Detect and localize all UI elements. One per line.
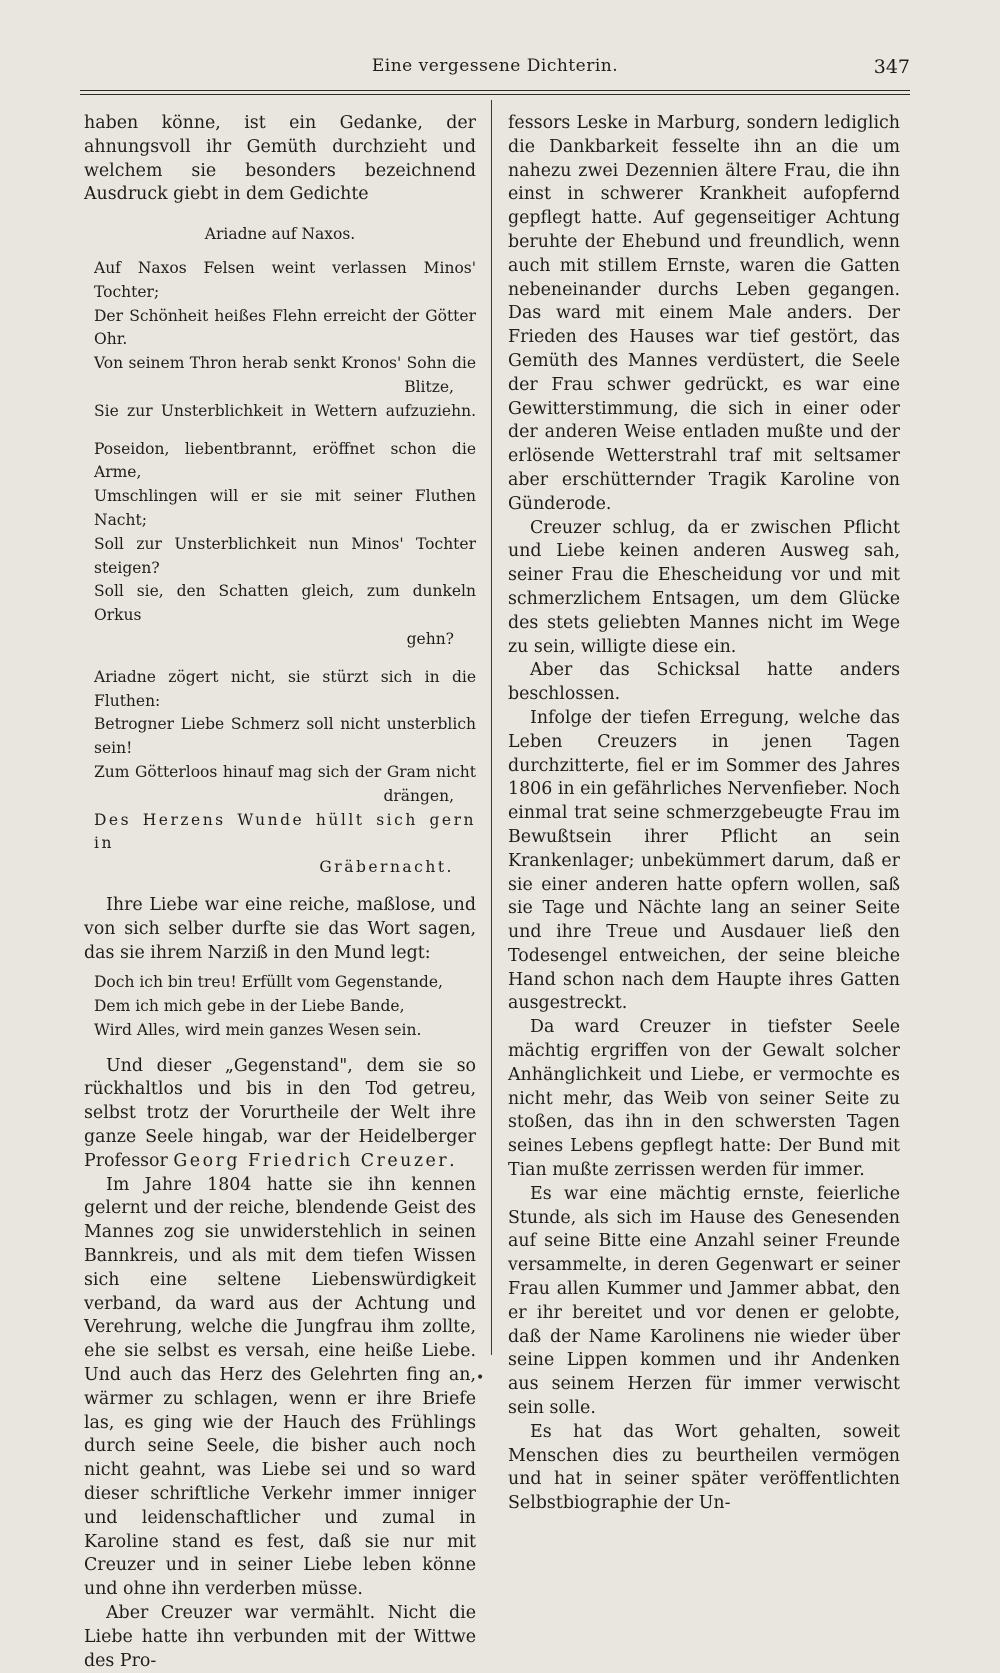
poem-line: drängen, (383, 786, 454, 805)
quote-line: Dem ich mich gebe in der Liebe Bande, (94, 997, 405, 1016)
page-number: 347 (873, 56, 910, 78)
poem-line: Poseidon, liebentbrannt, eröffnet schon die Arme, (94, 439, 476, 482)
poem-line: Sie zur Unsterblichkeit in Wettern aufzuziehn. (94, 401, 476, 420)
poem-line: Umschlingen will er sie mit seiner Fluthen Nacht; (94, 487, 476, 529)
poem-line: Soll zur Unsterblichkeit nun Minos' Tochter steigen? (94, 534, 476, 577)
paragraph: Es war eine mächtig ernste, feierliche Stunde, als sich im Hause des Genesenden auf seine Bitte eine Anzahl seiner Freunde versammelte, in deren Gegenwart er seiner Frau allen Kummer und Jammer abbat, den er ihr bereitet und vor denen er gelobte, daß der Name Karolinens nie wieder über seine Lippen kommen und ihr Andenken aus seinem Herzen für immer verwischt sein solle. (508, 1183, 900, 1419)
running-title: Eine vergessene Dichterin. (371, 56, 619, 76)
poem-stanza-3 (94, 666, 476, 880)
poem-line: Auf Naxos Felsen weint verlassen Minos' Tochter; (94, 258, 476, 301)
paragraph-text: . (449, 1150, 455, 1171)
paragraph: Creuzer schlug, da er zwischen Pflicht und Liebe keinen anderen Ausweg sah, seiner Frau die Ehescheidung vor und mit schmerzlichem Entsagen, um dem Glücke des stets geliebten Mannes nicht im Wege zu sein, willigte diese ein. (508, 517, 900, 657)
quote-line: Wird Alles, wird mein ganzes Wesen sein. (94, 1020, 422, 1039)
left-column (84, 112, 476, 1673)
paragraph: Ihre Liebe war eine reiche, maßlose, und von sich selber durfte sie das Wort sagen, das sie ihrem Narziß in den Mund legt: (84, 894, 476, 963)
poem-line: gehn? (406, 629, 454, 648)
right-column (508, 112, 900, 1516)
paragraph: Im Jahre 1804 hatte sie ihn kennen gelernt und der reiche, blendende Geist des Mannes zog sie unwiderstehlich in seinen Bannkreis, und als mit dem tiefen Wissen sich eine seltene Liebenswürdigkeit verband, da ward aus der Achtung und Verehrung, welche die Jungfrau ihm zollte, ehe sie selbst es versah, eine heiße Liebe. Und auch das Herz des Gelehrten fing an, wärmer zu schlagen, wenn er ihre Briefe las, es ging wie der Hauch des Frühlings durch seine Seele, die bisher auch noch nicht geahnt, was Liebe sei und so ward dieser schriftliche Verkehr immer inniger und leidenschaftlicher und zumal in Karoline stand es fest, daß sie nur mit Creuzer und in seiner Liebe leben könne und ohne ihn verderben müsse. (84, 1174, 476, 1600)
ink-mark: • (476, 1370, 485, 1386)
verse-quote (94, 971, 476, 1042)
header-rule (80, 90, 910, 95)
poem-line: Zum Götterloos hinauf mag sich der Gram nicht (94, 762, 476, 781)
column-divider (491, 100, 492, 1355)
poem-line: Soll sie, den Schatten gleich, zum dunkeln Orkus (94, 582, 476, 625)
paragraph-text: Und dieser „Gegenstand", dem sie so rückhaltlos und bis in den Tod getreu, selbst trotz der Vorurtheile der Welt ihre ganze Seele hingab, war der Heidelberger Professor (84, 1055, 476, 1171)
poem-title: Ariadne auf Naxos. (204, 225, 356, 244)
paragraph: Es hat das Wort gehalten, soweit Menschen dies zu beurtheilen vermögen und hat in seiner später veröffentlichten Selbstbiographie der Un- (508, 1421, 900, 1514)
poem-line: Des Herzens Wunde hüllt sich gern in (94, 810, 476, 853)
person-name: Georg Friedrich Creuzer (173, 1150, 450, 1171)
paragraph: Da ward Creuzer in tiefster Seele mächtig ergriffen von der Gewalt solcher Anhänglichkeit und Liebe, er vermochte es nicht mehr, das Weib von seiner Seite zu stoßen, das ihn in den schwersten Tagen seines Lebens gepflegt hatte: Der Bund mit Tian mußte zerrissen werden für immer. (508, 1017, 900, 1181)
paragraph: fessors Leske in Marburg, sondern lediglich die Dankbarkeit fesselte ihn an die um nahezu zwei Dezennien ältere Frau, die ihn einst in schwerer Krankheit aufopfernd gepflegt hatte. Auf gegenseitiger Achtung beruhte der Ehebund und freundlich, wenn auch mit stillem Ernste, waren die Gatten nebeneinander durchs Leben gegangen. Das ward mit einem Male anders. Der Frieden des Hauses war tief gestört, das Gemüth des Mannes verdüstert, die Seele der Frau schwer gedrückt, es war eine Gewitterstimmung, die sich in einer oder der anderen Weise entladen mußte und der erlösende Wetterstrahl traf mit seltsamer aber erschütternder Tragik Karoline von Günderode. (508, 113, 900, 514)
poem-line: Blitze, (404, 377, 454, 396)
poem-line: Von seinem Thron herab senkt Kronos' Sohn die (94, 354, 476, 373)
poem-stanza-2 (94, 438, 476, 652)
poem-line: Der Schönheit heißes Flehn erreicht der Götter Ohr. (94, 306, 476, 349)
paragraph: Aber das Schicksal hatte anders beschlossen. (508, 660, 900, 705)
paragraph: Infolge der tiefen Erregung, welche das Leben Creuzers in jenen Tagen durchzitterte, fiel er im Sommer des Jahres 1806 in ein gefährliches Nervenfieber. Noch einmal trat seine schmerzgebeugte Frau im Bewußtsein ihrer Pflicht an sein Krankenlager; unbekümmert darum, daß er sie einer anderen hatte opfern wollen, saß sie Tage und Nächte lang an seiner Seite und ihre Treue und Ausdauer ließ den Todesengel entweichen, der seine bleiche Hand schon nach dem Haupte ihres Gatten ausgestreckt. (508, 707, 900, 1014)
poem-stanza-1 (94, 257, 476, 424)
paragraph: Aber Creuzer war vermählt. Nicht die Liebe hatte ihn verbunden mit der Wittwe des Pro- (84, 1603, 476, 1671)
paragraph (84, 1055, 476, 1174)
quote-line: Doch ich bin treu! Erfüllt vom Gegenstande, (94, 973, 443, 992)
poem-line: Gräbernacht. (319, 858, 454, 877)
poem-line: Ariadne zögert nicht, sie stürzt sich in die Fluthen: (94, 667, 476, 710)
poem-line: Betrogner Liebe Schmerz soll nicht unsterblich sein! (94, 715, 476, 758)
paragraph: haben könne, ist ein Gedanke, der ahnungsvoll ihr Gemüth durchzieht und welchem sie besonders bezeichnend Ausdruck giebt in dem Gedichte (84, 113, 476, 205)
running-head (80, 52, 910, 82)
